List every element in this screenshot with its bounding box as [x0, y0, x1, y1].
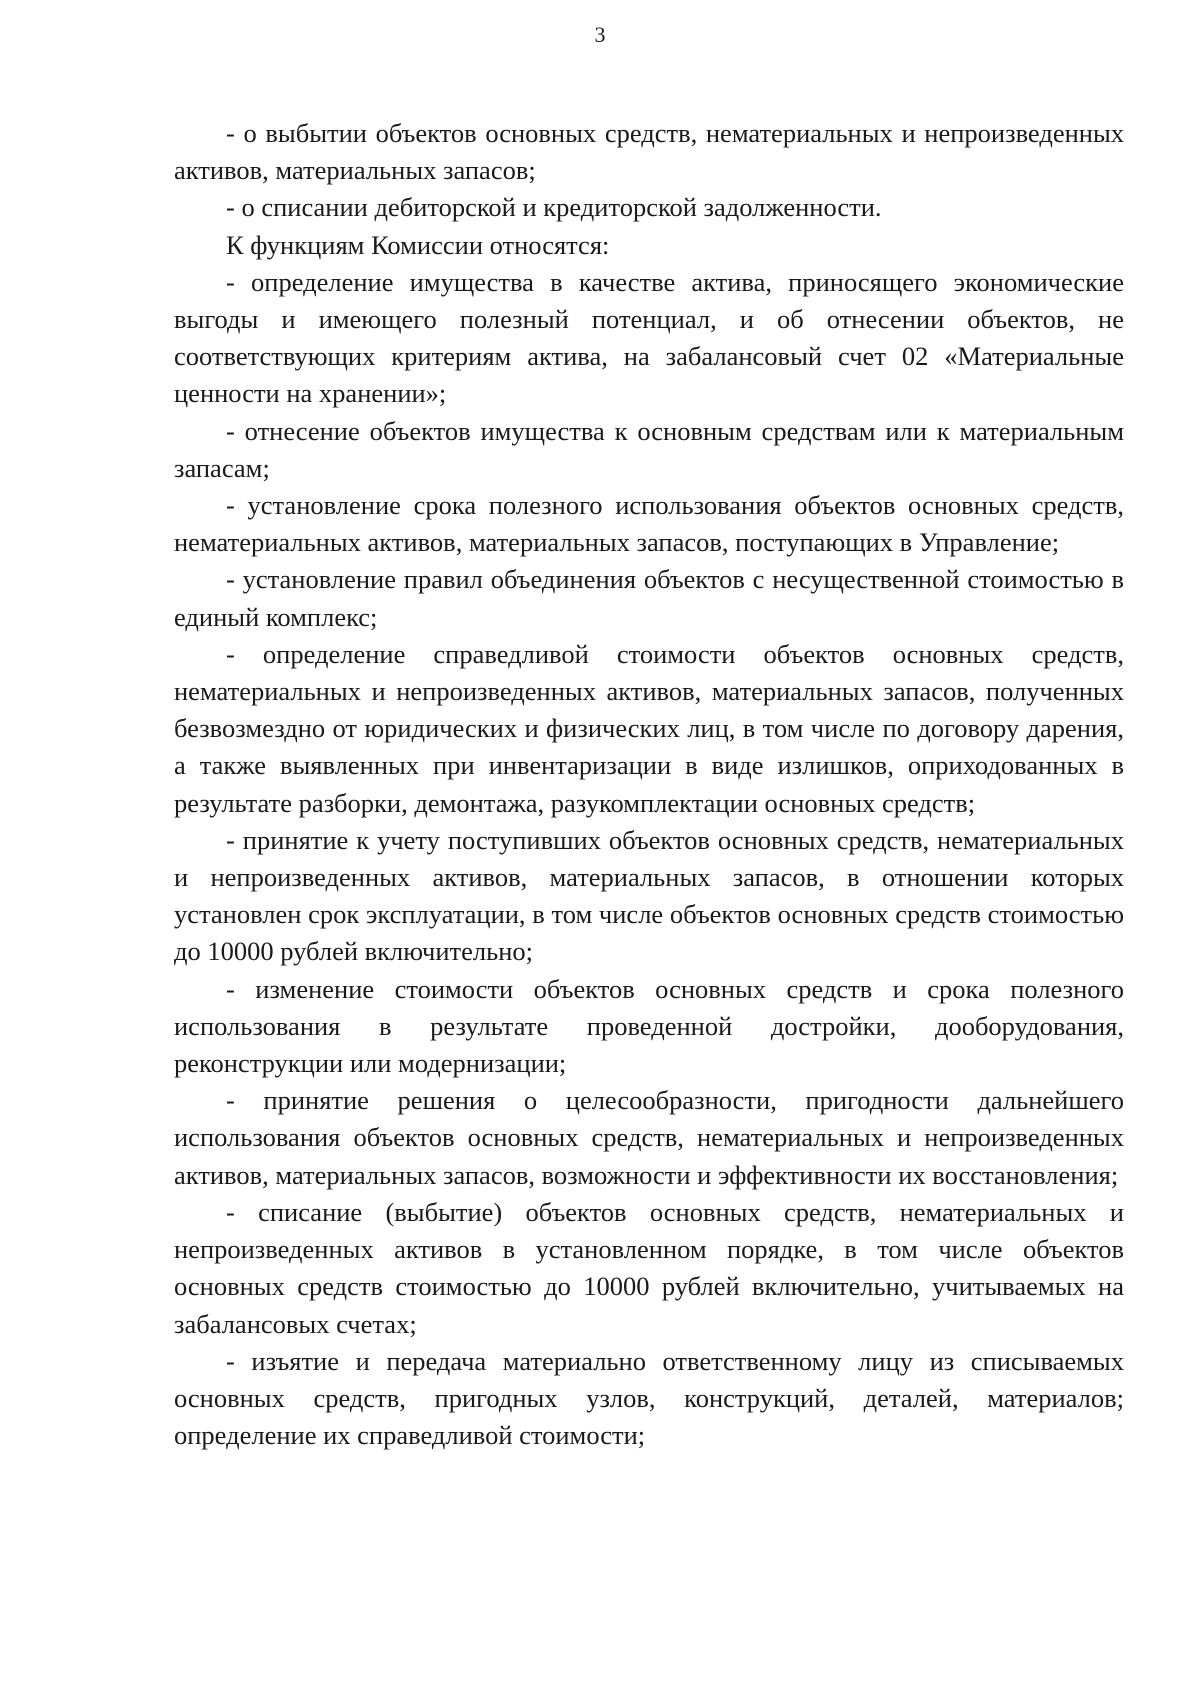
- paragraph-grouping-rules: - установление правил объединения объектов с несущественной стоимостью в единый комплекс;: [174, 564, 1124, 632]
- paragraph-functions-heading: К функциям Комиссии относятся:: [226, 229, 610, 260]
- paragraph-disposal-assets: - о выбытии объектов основных средств, нематериальных и непроизведенных активов, материальных запасов;: [174, 118, 1124, 186]
- paragraph-fair-value: - определение справедливой стоимости объектов основных средств, нематериальных и непроизведенных активов, материальных запасов, полученных безвозмездно от юридических и физических лиц, в том числе по договору дарения, а также выявленных при инвентаризации в виде излишков, оприходованных в результате разборки, демонтажа, разукомплектации основных средств;: [174, 638, 1124, 818]
- document-body: [174, 115, 1124, 1454]
- paragraph-value-change: - изменение стоимости объектов основных средств и срока полезного использования в результате проведенной достройки, дооборудования, реконструкции или модернизации;: [174, 973, 1124, 1079]
- paragraph-expediency-decision: - принятие решения о целесообразности, пригодности дальнейшего использования объектов основных средств, нематериальных и непроизведенных активов, материальных запасов, возможности и эффективности их восстановления;: [174, 1085, 1124, 1190]
- paragraph-acceptance: - принятие к учету поступивших объектов основных средств, нематериальных и непроизведенных активов, материальных запасов, в отношении которых установлен срок эксплуатации, в том числе объектов основных средств стоимостью до 10000 рублей включительно;: [174, 824, 1124, 967]
- page-number: 3: [594, 22, 606, 47]
- paragraph-asset-definition: - определение имущества в качестве актива, приносящего экономические выгоды и имеющего полезный потенциал, и об отнесении объектов, не соответствующих критериям актива, на забалансовый счет 02 «Материальные ценности на хранении»;: [174, 266, 1124, 409]
- paragraph-extraction-transfer: - изъятие и передача материально ответственному лицу из списываемых основных средств, пригодных узлов, конструкций, деталей, материалов; определение их справедливой стоимости;: [174, 1345, 1124, 1451]
- paragraph-useful-life: - установление срока полезного использования объектов основных средств, нематериальных активов, материальных запасов, поступающих в Управление;: [174, 490, 1124, 558]
- paragraph-classification: - отнесение объектов имущества к основным средствам или к материальным запасам;: [174, 415, 1124, 483]
- paragraph-write-off-debts: - о списании дебиторской и кредиторской задолженности.: [226, 192, 882, 223]
- paragraph-write-off: - списание (выбытие) объектов основных средств, нематериальных и непроизведенных активов в установленном порядке, в том числе объектов основных средств стоимостью до 10000 рублей включительно, учитываемых на забалансовых счетах;: [174, 1196, 1124, 1339]
